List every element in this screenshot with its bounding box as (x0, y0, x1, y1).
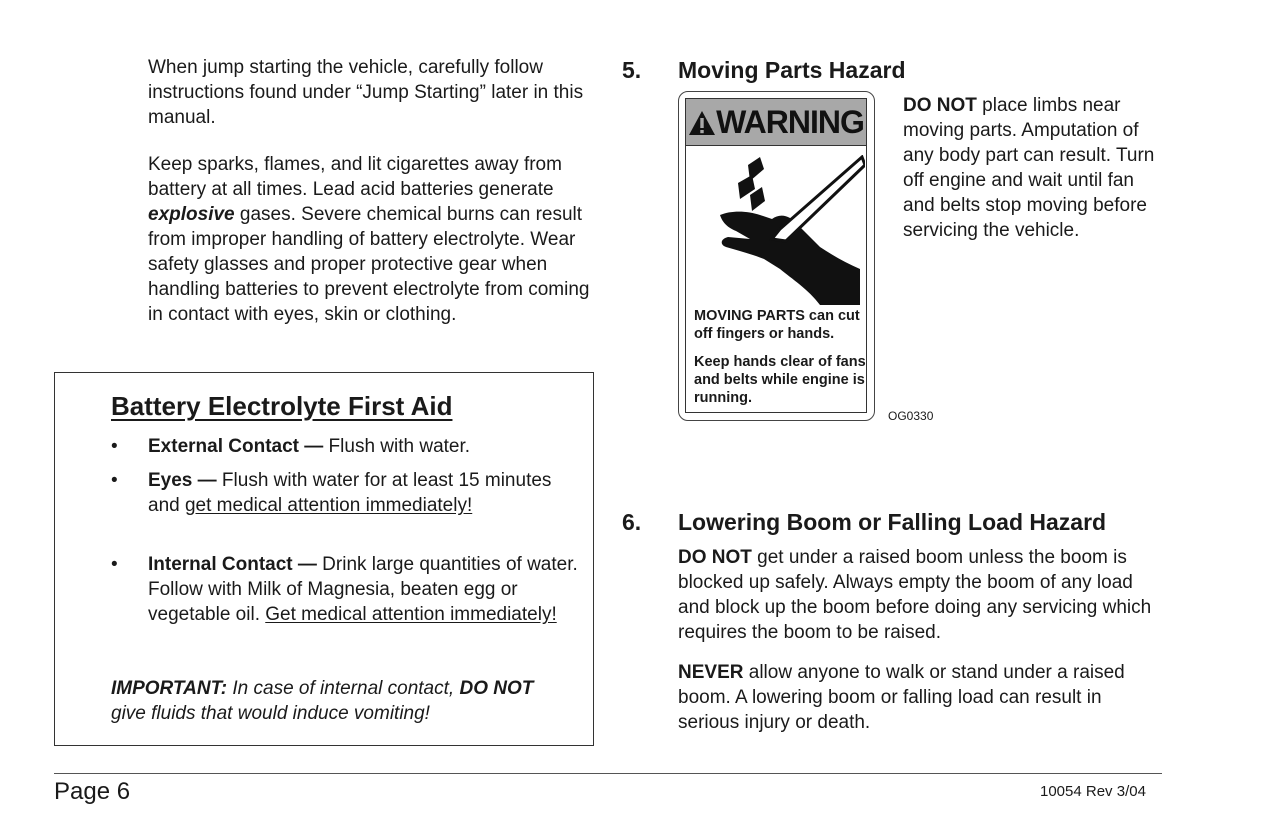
bullet-marker: • (111, 554, 118, 575)
item-label: Eyes — (148, 470, 217, 491)
bullet-marker: • (111, 470, 118, 491)
item-label: Internal Contact — (148, 554, 317, 575)
section-6-p2-lead: NEVER (678, 662, 744, 683)
first-aid-item-eyes (148, 468, 578, 518)
item-text: Flush with water. (323, 436, 471, 457)
important-not: NOT (493, 678, 534, 699)
section-5-lead: DO NOT (903, 95, 977, 116)
section-5-number: 5. (622, 57, 642, 83)
important-label: IMPORTANT: (111, 678, 228, 699)
page-number: Page 6 (54, 778, 131, 805)
item-text: Flush with water for at least 15 minutes and (148, 470, 552, 516)
section-5-text: place limbs near moving parts. Amputation of any body part can result. Turn off engine and wait until fan and belts stop moving before servicing the vehicle. (903, 95, 1155, 241)
important-text-a: In case of internal contact, (227, 678, 460, 699)
section-6-p2-text: allow anyone to walk or stand under a raised boom. A lowering boom or falling load can result in serious injury or death. (678, 662, 1125, 733)
warning-header (686, 99, 866, 146)
important-note (111, 676, 561, 726)
section-6-paragraph-1 (678, 545, 1168, 645)
section-6-paragraph-2 (678, 660, 1168, 735)
first-aid-item-internal (148, 552, 578, 627)
battery-safety-text-a: Keep sparks, flames, and lit cigarettes away from battery at all times. Lead acid batteries generate (148, 154, 562, 200)
section-5-title: Moving Parts Hazard (678, 57, 906, 83)
first-aid-item-external (148, 434, 578, 459)
sign-moving-parts-rest: can cut off fingers or hands. (694, 308, 860, 342)
battery-safety-text-b: gases. Severe chemical burns can result from improper handling of battery electrolyte. Wear safety glasses and proper protective gear when handling batteries to prevent electrolyte from coming in contact with eyes, skin or clothing. (148, 204, 590, 325)
section-6-number: 6. (622, 509, 642, 535)
item-text: Drink large quantities of water. Follow with Milk of Magnesia, beaten egg or vegetable oil. (148, 554, 578, 625)
first-aid-title: Battery Electrolyte First Aid (111, 391, 453, 421)
medical-attention-underlined: Get medical attention immediately! (265, 604, 557, 625)
warning-word: WARNING (716, 104, 864, 140)
section-6-p1-lead: DO NOT (678, 547, 752, 568)
bullet-marker: • (111, 436, 118, 457)
hand-cut-by-blade-icon (720, 155, 865, 305)
section-5-body (903, 93, 1168, 243)
figure-code: OG0330 (888, 409, 934, 423)
sign-text-moving-parts (694, 307, 866, 343)
important-do: DO (459, 678, 488, 699)
item-label: External Contact — (148, 436, 324, 457)
section-6-p1-text: get under a raised boom unless the boom is blocked up safely. Always empty the boom of any load and block up the boom before doing any servicing which requires the boom to be raised. (678, 547, 1152, 643)
battery-safety-paragraph (148, 152, 598, 327)
sign-moving-parts-label: MOVING PARTS (694, 308, 805, 324)
section-6-title: Lowering Boom or Falling Load Hazard (678, 509, 1107, 535)
medical-attention-underlined: get medical attention immediately! (184, 495, 473, 516)
important-text-b: give fluids that would induce vomiting! (111, 703, 430, 724)
document-revision: 10054 Rev 3/04 (1040, 783, 1146, 800)
jump-start-paragraph: When jump starting the vehicle, carefully follow instructions found under “Jump Starting” later in this manual. (148, 57, 584, 128)
sign-text-keep-hands-clear: Keep hands clear of fans and belts while engine is running. (694, 354, 866, 406)
alert-triangle-icon (688, 110, 716, 136)
footer-divider (54, 773, 1162, 774)
explosive-emphasis: explosive (148, 204, 235, 225)
